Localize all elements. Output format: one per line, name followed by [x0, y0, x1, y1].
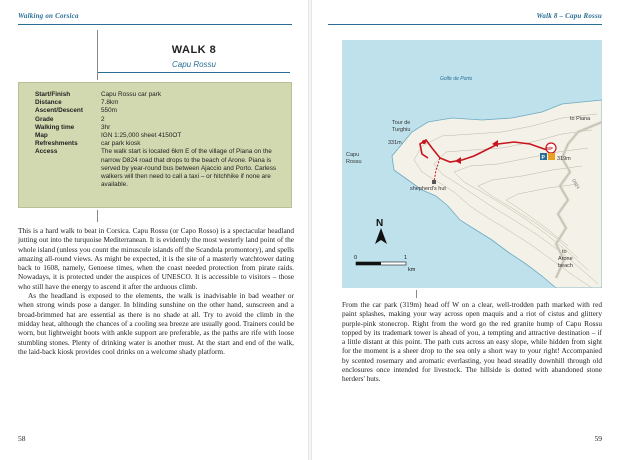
right-page-number: 59 [594, 434, 602, 443]
info-row-ascent [35, 107, 281, 115]
info-row-start [35, 91, 281, 99]
tower-label-line2: Turghiu [392, 127, 411, 133]
info-key: Map [35, 132, 48, 140]
info-value: Capu Rossu car park [101, 91, 162, 98]
info-key: Distance [35, 99, 62, 107]
tower-marker [422, 140, 426, 144]
info-key: Grade [35, 115, 54, 123]
hut-label: shepherd's hut [410, 186, 446, 192]
to-piana-label: to Piana [570, 116, 591, 122]
right-margin-rule [416, 290, 417, 298]
intro-paragraph: This is a hard walk to beat in Corsica. Capu Rossu (or Capo Rosso) is a spectacular headland jutting out into the turquoise Mediterranean. It is evidently the most westerly land point of the whole island (unless you count the minuscule islands off the Scandola promontory), and spells amazing all-round views. As might be expected, it is the site of a masterly watchtower dating back to 1608, namely, Genoese times, when the coast needed protection from pirate raids. Nowadays, it is protected under the auspices of UNESCO. It is accessible to visitors – those who still have the energy to ascend it after the arduous climb. [18, 226, 294, 291]
info-value: 550m [101, 107, 117, 115]
right-header-rule [328, 24, 602, 25]
info-key: Refreshments [35, 140, 78, 148]
title-rule [98, 72, 290, 73]
cape-label-line2: Rossu [346, 159, 362, 165]
start-label: S/F [546, 146, 554, 151]
left-page-number: 58 [18, 434, 26, 443]
route-map [342, 40, 602, 288]
info-row-distance [35, 99, 281, 107]
info-value: 7.8km [101, 99, 119, 107]
info-key: Ascent/Descent [35, 107, 83, 115]
north-label: N [376, 218, 384, 229]
to-arone-label-line2: Arone [558, 256, 573, 262]
road-label: D824 [571, 178, 581, 190]
scale-unit: km [408, 267, 416, 273]
tower-label-line1: Tour de [392, 120, 411, 126]
sea-label: Golfe de Porto [440, 76, 473, 82]
cape-label-line1: Capu [346, 152, 360, 158]
info-row-access [35, 148, 281, 189]
info-row-grade [35, 116, 281, 124]
info-value: 2 [101, 115, 105, 123]
start-elevation: 319m [557, 156, 571, 162]
info-value: car park kiosk [101, 140, 141, 148]
left-margin-rule-lower [97, 210, 98, 222]
right-body-text [342, 300, 602, 384]
scale-one: 1 [404, 255, 408, 261]
info-key: Walking time [35, 123, 75, 131]
info-row-map [35, 132, 281, 140]
advice-paragraph: As the headland is exposed to the elements, the walk is inadvisable in bad weather or when strong winds pose a danger. In blinding sunshine on the other hand, sunscreen and a broad-brimmed hat are essential as there is no shade at all. Try to avoid the climb in the midday heat, although the chances of a cooling sea breeze are usually good. Trainers could be worn, but lightweight boots with ankle support are preferable, as the paths are rife with loose stumbling stones. Plenty of drinking water is another must. At the start and end of the walk, the laid-back kiosk provides cool drinks on a welcome shady platform. [18, 291, 294, 356]
walk-title: WALK 8 [171, 44, 217, 56]
to-arone-label-line3: beach [558, 263, 573, 269]
info-value: 3hr [101, 123, 111, 131]
to-arone-label-line1: to [562, 249, 567, 255]
info-key: Access [35, 148, 58, 156]
route-paragraph: From the car park (319m) head off W on a clear, well-trodden path marked with red paint splashes, making your way across open maquis and a riot of cistus and glittery purple-pink stonecrop. Right from the word go the red granite hump of Capu Rossu topped by its trademark tower is ahead of you, a tempting and attractive destination – if a little distant at this point. The path cuts across an easy slope, while hidden from sight for the moment is a sheer drop to the sea only a short way to your right! Accompanied by scented rosemary and aromatic everlasting, you head steadily downhill through old enclosures once intended for livestock. The hillside is dotted with abandoned stone herders' huts. [342, 300, 602, 384]
scale-zero: 0 [354, 255, 358, 261]
right-running-head: Walk 8 – Capu Rossu [536, 12, 602, 20]
walk-subtitle: Capu Rossu [171, 60, 217, 69]
scale-bar-fill [356, 262, 381, 265]
left-body-text [18, 226, 294, 356]
info-key: Start/Finish [35, 91, 71, 98]
tower-elevation: 331m [388, 140, 402, 146]
info-row-walking-time [35, 124, 281, 132]
parking-label: P [541, 155, 545, 161]
hut-marker [432, 180, 436, 184]
kiosk-icon [548, 153, 555, 160]
left-header-rule [18, 24, 292, 25]
left-running-head: Walking on Corsica [18, 12, 79, 20]
info-value: IGN 1:25,000 sheet 4150OT [101, 132, 182, 140]
info-value: The walk start is located 6km E of the village of Piana on the narrow D824 road that drops to the beach of Arone. Piana is served by year-round bus between Ajaccio and Porto. Carless walkers will then need to call a taxi – or hitchhike if none are available. [101, 148, 277, 189]
info-row-refreshments [35, 140, 281, 148]
walk-info-box [18, 82, 292, 208]
